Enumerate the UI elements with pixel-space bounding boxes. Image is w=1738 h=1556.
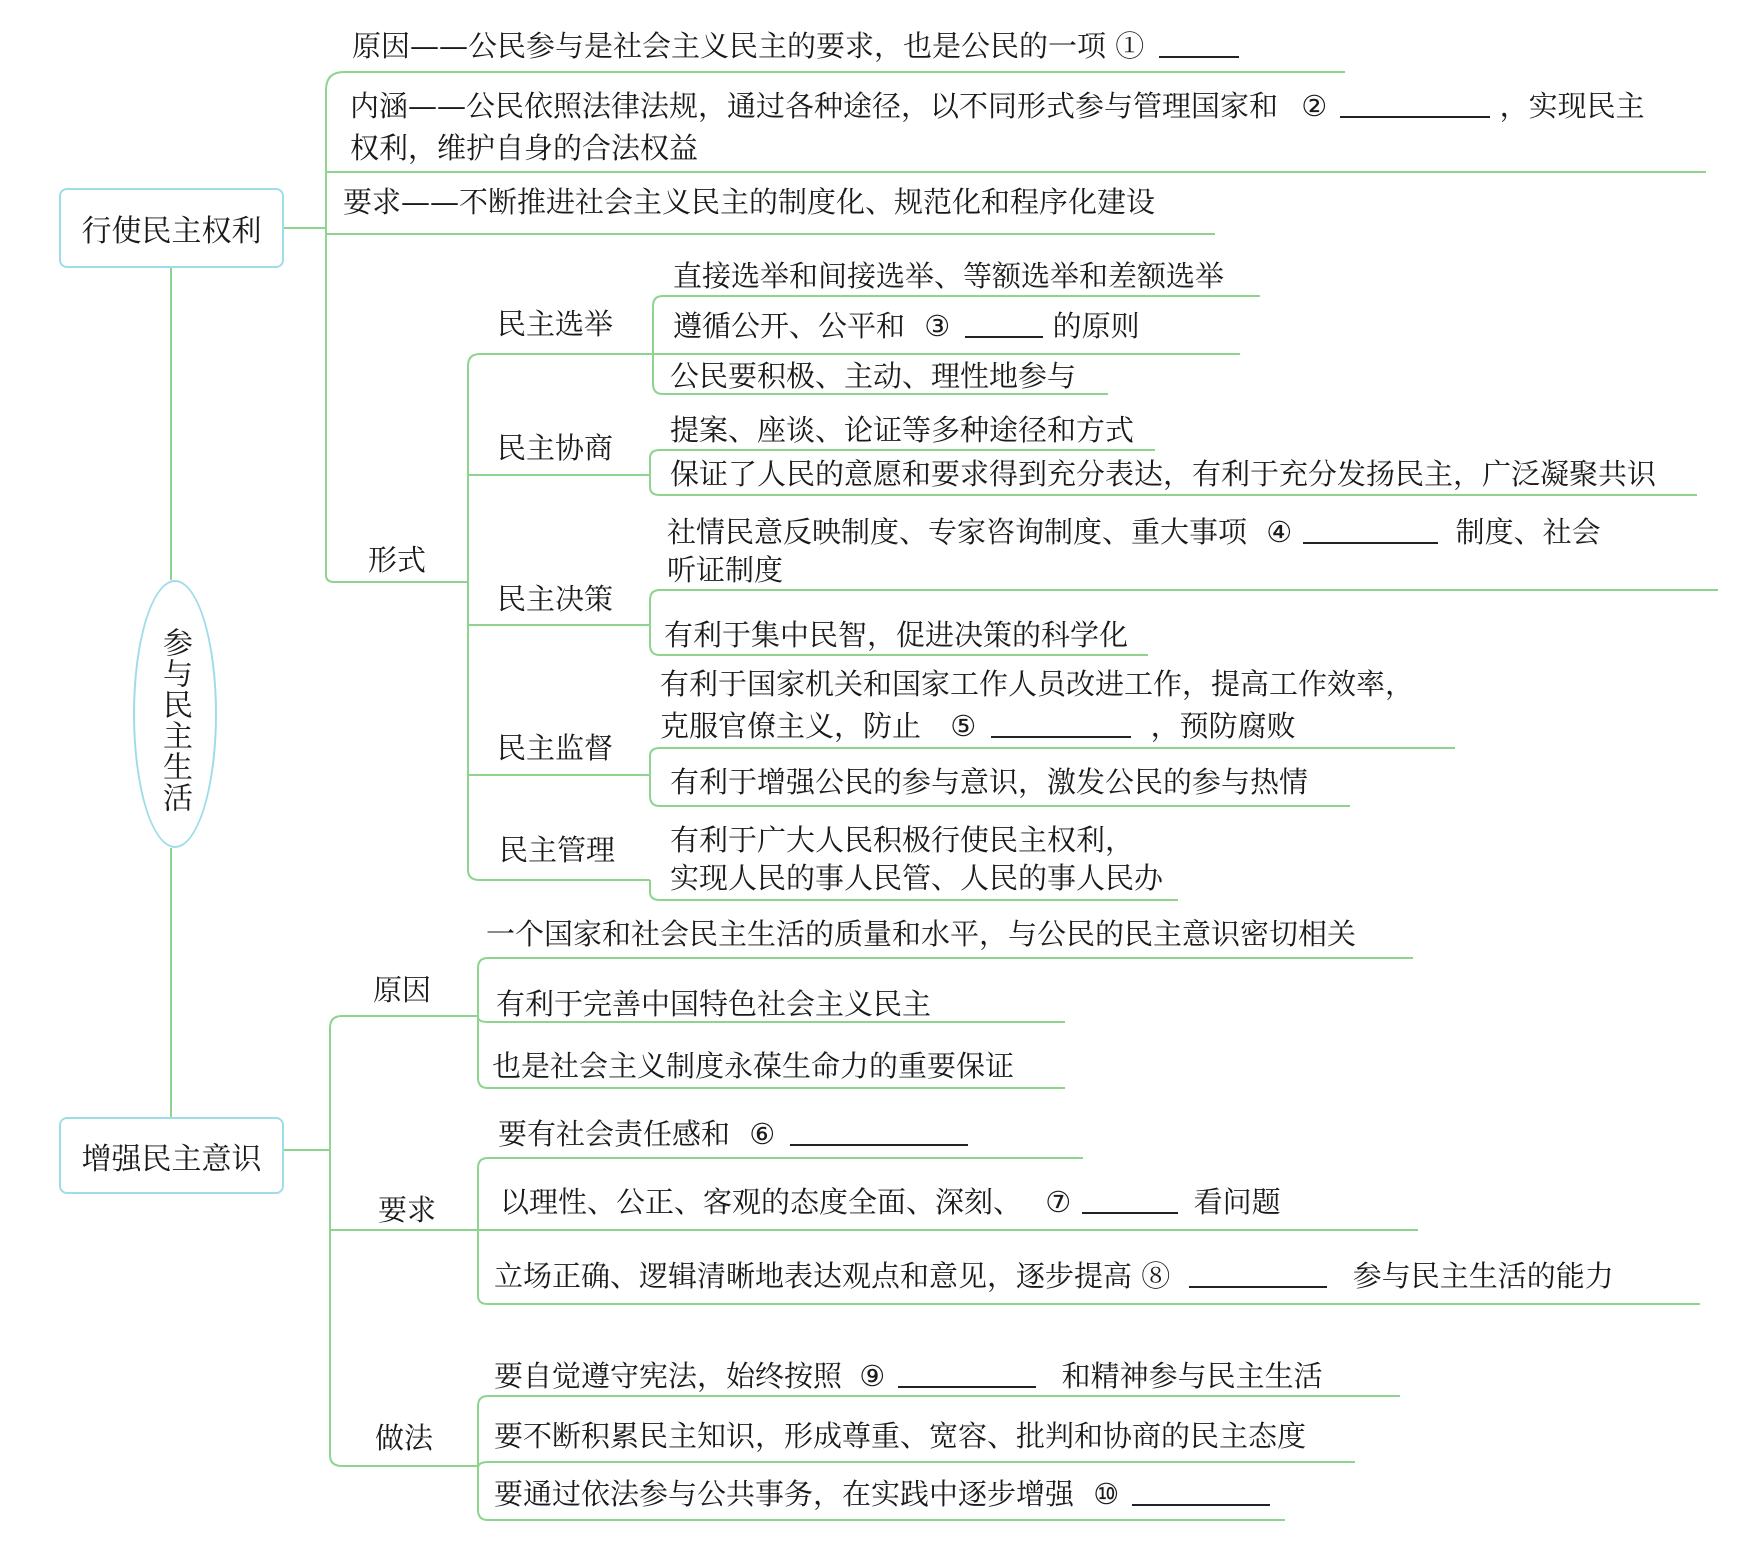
forms-label: 形式 [368, 543, 427, 577]
awareness-requirement-item-2-tail: 看问题 [1193, 1185, 1281, 1219]
supervision-label: 民主监督 [497, 731, 614, 765]
supervision-item-1-line2 [660, 706, 1296, 746]
awareness-requirement-item-1-text: 要有社会责任感和 [498, 1117, 731, 1151]
awareness-reason-label: 原因 [373, 973, 432, 1007]
root-label: 参与民主生活 [157, 627, 192, 813]
blank-4 [1303, 518, 1438, 544]
exercise-meaning-label: 内涵——公民依照法律法规，通过各种途径，以不同形式参与管理国家和 [350, 89, 1279, 123]
management-item-line1: 有利于广大人民积极行使民主权利， [670, 823, 1135, 857]
decision-item-1-line1 [667, 512, 1601, 552]
awareness-requirement-label: 要求 [378, 1193, 437, 1227]
decision-item-1-line2: 听证制度 [667, 553, 784, 587]
exercise-requirement-text: 要求——不断推进社会主义民主的制度化、规范化和程序化建设 [343, 185, 1156, 219]
exercise-meaning-line1 [350, 86, 1645, 126]
awareness-reason-item-2: 有利于完善中国特色社会主义民主 [496, 987, 932, 1021]
decision-label: 民主决策 [497, 582, 614, 616]
blank-10 [1132, 1480, 1270, 1506]
election-item-3: 公民要积极、主动、理性地参与 [670, 359, 1077, 393]
exercise-meaning-tail: ，实现民主 [1499, 89, 1645, 123]
exercise-reason-label: 原因——公民参与是社会主义民主的要求，也是公民的一项 [352, 29, 1107, 63]
awareness-practice-item-1 [494, 1356, 1323, 1396]
blank-7 [1082, 1188, 1178, 1214]
supervision-item-1-text: 克服官僚主义，防止 [660, 709, 922, 743]
awareness-requirement-item-3-tail: 参与民主生活的能力 [1352, 1259, 1614, 1293]
enhance-awareness-node: 增强民主意识 [59, 1117, 284, 1194]
election-item-1: 直接选举和间接选举、等额选举和差额选举 [673, 259, 1225, 293]
blank-6-number: ⑥ [749, 1117, 776, 1151]
blank-9 [898, 1362, 1036, 1388]
decision-item-1-text: 社情民意反映制度、专家咨询制度、重大事项 [667, 515, 1248, 549]
blank-4-number: ④ [1266, 515, 1293, 549]
awareness-requirement-item-2-text: 以理性、公正、客观的态度全面、深刻、 [500, 1185, 1023, 1219]
consultation-item-2: 保证了人民的意愿和要求得到充分表达，有利于充分发扬民主，广泛凝聚共识 [670, 457, 1657, 491]
awareness-practice-label: 做法 [375, 1421, 434, 1455]
election-item-2 [673, 306, 1140, 346]
awareness-reason-item-1: 一个国家和社会民主生活的质量和水平，与公民的民主意识密切相关 [486, 917, 1357, 951]
awareness-practice-item-3 [494, 1474, 1270, 1514]
awareness-requirement-item-2 [500, 1182, 1281, 1222]
blank-5-number: ⑤ [950, 709, 977, 743]
supervision-item-2: 有利于增强公民的参与意识，激发公民的参与热情 [670, 765, 1309, 799]
exercise-rights-node: 行使民主权利 [59, 188, 284, 268]
forms-branch-line [468, 354, 480, 880]
decision-item-1-tail: 制度、社会 [1455, 515, 1601, 549]
exercise-reason-text [352, 26, 1239, 66]
awareness-reason-item-3: 也是社会主义制度永葆生命力的重要保证 [492, 1049, 1015, 1083]
management-label: 民主管理 [499, 833, 616, 867]
exercise-meaning-line2: 权利，维护自身的合法权益 [350, 131, 699, 165]
awareness-practice-item-1-tail: 和精神参与民主生活 [1061, 1359, 1323, 1393]
consultation-label: 民主协商 [497, 431, 614, 465]
awareness-practice-item-1-text: 要自觉遵守宪法，始终按照 [494, 1359, 843, 1393]
blank-2 [1340, 92, 1490, 118]
supervision-item-1-line1: 有利于国家机关和国家工作人员改进工作，提高工作效率， [660, 667, 1415, 701]
awareness-practice-item-2: 要不断积累民主知识，形成尊重、宽容、批判和协商的民主态度 [494, 1419, 1307, 1453]
consultation-item-1: 提案、座谈、论证等多种途径和方式 [670, 413, 1135, 447]
blank-3-number: ③ [924, 309, 951, 343]
exercise-branch-line [284, 72, 344, 582]
election-label: 民主选举 [497, 307, 614, 341]
blank-3 [965, 312, 1043, 338]
blank-1-number: ① [1115, 29, 1145, 63]
awareness-branch-line [284, 1016, 342, 1466]
blank-8-number: ⑧ [1141, 1259, 1171, 1293]
awareness-requirement-item-3-text: 立场正确、逻辑清晰地表达观点和意见，逐步提高 [494, 1259, 1133, 1293]
blank-1 [1159, 32, 1239, 58]
blank-2-number: ② [1301, 89, 1328, 123]
election-principle-tail: 的原则 [1052, 309, 1140, 343]
management-item-line2: 实现人民的事人民管、人民的事人民办 [670, 861, 1164, 895]
blank-8 [1189, 1262, 1327, 1288]
awareness-requirement-item-1 [498, 1114, 968, 1154]
supervision-item-1-tail: ，预防腐败 [1150, 709, 1296, 743]
blank-9-number: ⑨ [859, 1359, 886, 1393]
election-principle-text: 遵循公开、公平和 [673, 309, 906, 343]
awareness-requirement-item-3 [494, 1256, 1614, 1296]
blank-10-number: ⑩ [1093, 1477, 1120, 1511]
blank-6 [790, 1120, 968, 1146]
blank-5 [991, 712, 1131, 738]
decision-item-2: 有利于集中民智，促进决策的科学化 [664, 618, 1129, 652]
awareness-practice-item-3-text: 要通过依法参与公共事务，在实践中逐步增强 [494, 1477, 1075, 1511]
blank-7-number: ⑦ [1045, 1185, 1072, 1219]
